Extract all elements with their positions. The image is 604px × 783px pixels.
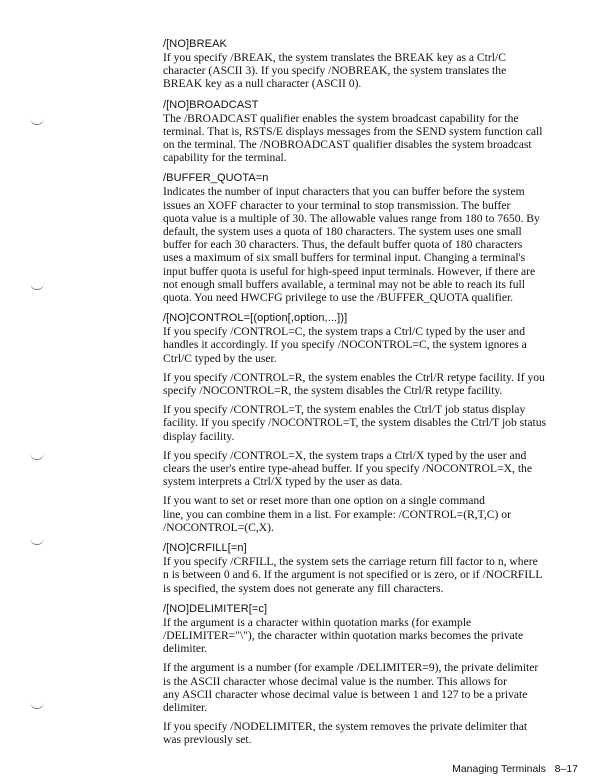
qualifier-heading: /[NO]CRFILL[=n] — [163, 542, 247, 555]
text-line: display facility. — [163, 429, 235, 443]
text-line: If you specify /CONTROL=C, the system traps a Ctrl/C typed by the user and — [163, 325, 526, 339]
page-number: 8–17 — [554, 763, 578, 775]
binding-mark — [30, 453, 44, 460]
text-line: was previously set. — [163, 733, 252, 747]
text-line: facility. If you specify /NOCONTROL=T, the system disables the Ctrl/T job status — [163, 416, 547, 430]
qualifier-section — [163, 99, 573, 165]
qualifier-heading: /[NO]DELIMITER[=c] — [163, 602, 268, 615]
binding-mark — [30, 538, 44, 545]
paragraph — [163, 555, 573, 595]
qualifier-section — [163, 172, 573, 304]
paragraph — [163, 494, 573, 534]
paragraph — [163, 403, 573, 443]
text-line: default, the system uses a quota of 180 characters. The system uses one small — [163, 225, 522, 239]
text-line: terminal. That is, RSTS/E displays messages from the SEND system function call — [163, 124, 543, 138]
text-line: is specified, the system does not generate any fill characters. — [163, 581, 444, 595]
text-line: quota. You need HWCFG privilege to use the /BUFFER_QUOTA qualifier. — [163, 291, 514, 305]
text-line: If you specify /BREAK, the system translates the BREAK key as a Ctrl/C — [163, 51, 506, 64]
text-line: Ctrl/C typed by the user. — [163, 351, 277, 365]
text-line: input buffer quota is useful for high-speed input terminals. However, if there are — [163, 264, 536, 278]
qualifier-section — [163, 542, 573, 595]
text-line: system interprets a Ctrl/X typed by the user as data. — [163, 475, 403, 489]
text-line: Indicates the number of input characters that you can buffer before the system — [163, 185, 525, 199]
qualifier-heading: /[NO]CONTROL=[(option[,option,...])] — [163, 312, 348, 325]
text-line: clears the user's entire type-ahead buffer. If you specify /NOCONTROL=X, the — [163, 462, 532, 476]
paragraph — [163, 325, 573, 365]
footer-section-title: Managing Terminals — [452, 763, 546, 775]
paragraph — [163, 449, 573, 489]
paragraph — [163, 51, 573, 91]
document-body — [163, 38, 573, 755]
text-line: any ASCII character whose decimal value is between 1 and 127 to be a private — [163, 687, 528, 701]
text-line: uses a maximum of six small buffers for terminal input. Changing a terminal's — [163, 251, 526, 265]
paragraph — [163, 616, 573, 656]
text-line: buffer for each 30 characters. Thus, the default buffer quota of 180 characters — [163, 238, 523, 252]
binding-mark — [30, 702, 44, 709]
paragraph — [163, 371, 573, 397]
paragraph — [163, 112, 573, 165]
text-line: /NOCONTROL=(C,X). — [163, 520, 274, 534]
text-line: line, you can combine them in a list. For example: /CONTROL=(R,T,C) or — [163, 507, 511, 521]
text-line: /DELIMITER="\"), the character within quotation marks becomes the private — [163, 628, 524, 642]
text-line: The /BROADCAST qualifier enables the system broadcast capability for the — [163, 111, 519, 125]
text-line: If you specify /CONTROL=X, the system traps a Ctrl/X typed by the user and — [163, 448, 527, 462]
qualifier-heading: /[NO]BROADCAST — [163, 98, 259, 111]
text-line: If you specify /NODELIMITER, the system removes the private delimiter that — [163, 720, 528, 734]
text-line: If you specify /CONTROL=R, the system enables the Ctrl/R retype facility. If you — [163, 370, 545, 384]
text-line: If the argument is a number (for example /DELIMITER=9), the private delimiter — [163, 661, 539, 675]
paragraph — [163, 185, 573, 304]
text-line: delimiter. — [163, 642, 208, 656]
binding-mark — [30, 283, 44, 290]
text-line: issues an XOFF character to your terminal to stop transmission. The buffer — [163, 198, 511, 212]
binding-mark — [30, 118, 44, 125]
text-line: is the ASCII character whose decimal value is the number. This allows for — [163, 674, 507, 688]
text-line: capability for the terminal. — [163, 151, 287, 165]
text-line: If you want to set or reset more than one option on a single command — [163, 494, 485, 508]
text-line: If you specify /CRFILL, the system sets the carriage return fill factor to n, where — [163, 555, 538, 569]
text-line: If the argument is a character within quotation marks (for example — [163, 615, 472, 629]
paragraph — [163, 720, 573, 746]
text-line: BREAK key as a null character (ASCII 0). — [163, 77, 362, 91]
text-line: not enough small buffers available, a terminal may not be able to reach its full — [163, 277, 525, 291]
text-line: handles it accordingly. If you specify /NOCONTROL=C, the system ignores a — [163, 338, 527, 352]
text-line: on the terminal. The /NOBROADCAST qualifier disables the system broadcast — [163, 138, 532, 152]
qualifier-section — [163, 38, 573, 91]
text-line: n is between 0 and 6. If the argument is not specified or is zero, or if /NOCRFILL — [163, 568, 543, 582]
qualifier-section — [163, 312, 573, 534]
qualifier-section — [163, 603, 573, 747]
text-line: If you specify /CONTROL=T, the system enables the Ctrl/T job status display — [163, 403, 526, 417]
qualifier-heading: /BUFFER_QUOTA=n — [163, 172, 269, 185]
text-line: specify /NOCONTROL=R, the system disables the Ctrl/R retype facility. — [163, 384, 503, 398]
text-line: character (ASCII 3). If you specify /NOBREAK, the system translates the — [163, 64, 507, 78]
text-line: delimiter. — [163, 700, 208, 714]
paragraph — [163, 661, 573, 714]
text-line: quota value is a multiple of 30. The allowable values range from 180 to 7650. By — [163, 211, 540, 225]
qualifier-heading: /[NO]BREAK — [163, 38, 227, 50]
page-footer — [452, 763, 578, 775]
